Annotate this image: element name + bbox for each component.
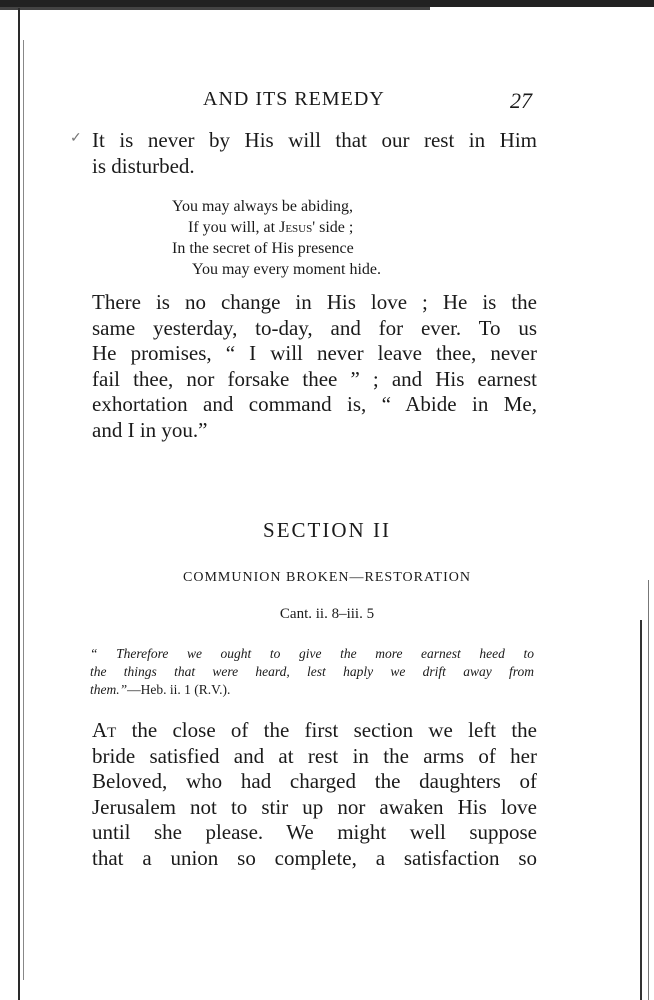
page-right-edge [640,620,642,1000]
paragraph-line: fail thee, nor forsake thee ” ; and His earnest [92,366,537,391]
page-top-edge [0,0,654,7]
page-left-edge-shadow [23,40,24,980]
verse-line: In the secret of His presence [172,240,354,257]
verse-text: ' side ; [312,219,354,236]
section-subtitle: COMMUNION BROKEN—RESTORATION [183,570,471,585]
paragraph-line: same yesterday, to-day, and for ever. To us [92,315,537,340]
verse-line: You may always be abiding, [172,198,354,215]
epigraph-line [90,681,534,699]
epigraph-line: the things that were heard, lest haply we drift away from [90,664,534,679]
paragraph-line: that a union so complete, a satisfaction so [92,845,537,870]
epigraph [90,645,534,699]
paragraph-line: until she please. We might well suppose [92,820,537,844]
running-title: AND ITS REMEDY [203,88,385,110]
verse-name-smallcaps: Jesus [279,219,313,236]
epigraph-line: “ Therefore we ought to give the more earnest heed to [90,646,534,661]
epigraph-source: —Heb. ii. 1 (R.V.). [127,682,231,697]
paragraph-line: Beloved, who had charged the daughters of [92,769,537,793]
paragraph-line [92,718,537,744]
paragraph-line: exhortation and command is, “ Abide in Me, [92,392,537,416]
section-title: SECTION II [263,518,391,542]
page-number: 27 [510,88,532,113]
verse-block [172,196,381,280]
margin-check-icon: ✓ [70,131,82,146]
verse-text: If you will, at [188,219,280,236]
page-left-edge [18,8,20,1000]
paragraph-line: There is no change in His love ; He is the [92,290,537,314]
paragraph-1 [92,128,537,179]
scripture-reference: Cant. ii. 8–iii. 5 [279,606,375,622]
paragraph-3 [92,718,537,871]
paragraph-2 [92,290,537,443]
paragraph-line: He promises, “ I will never leave thee, never [92,341,537,365]
page-right-edge-shadow [648,580,649,1000]
paragraph-line: Jerusalem not to stir up nor awaken His love [92,794,537,819]
epigraph-text: them.” [90,682,128,697]
verse-line: You may every moment hide. [192,261,382,278]
paragraph-line: bride satisfied and at rest in the arms of her [92,743,537,768]
page-top-edge-shadow [0,7,430,10]
paragraph-text: the close of the first section we left the [116,718,537,742]
paragraph-line: It is never by His will that our rest in Him [92,128,537,152]
dropcap: At [92,718,117,742]
paragraph-line: is disturbed. [92,153,195,178]
paragraph-line: and I in you.” [92,417,208,442]
verse-line [172,217,381,238]
